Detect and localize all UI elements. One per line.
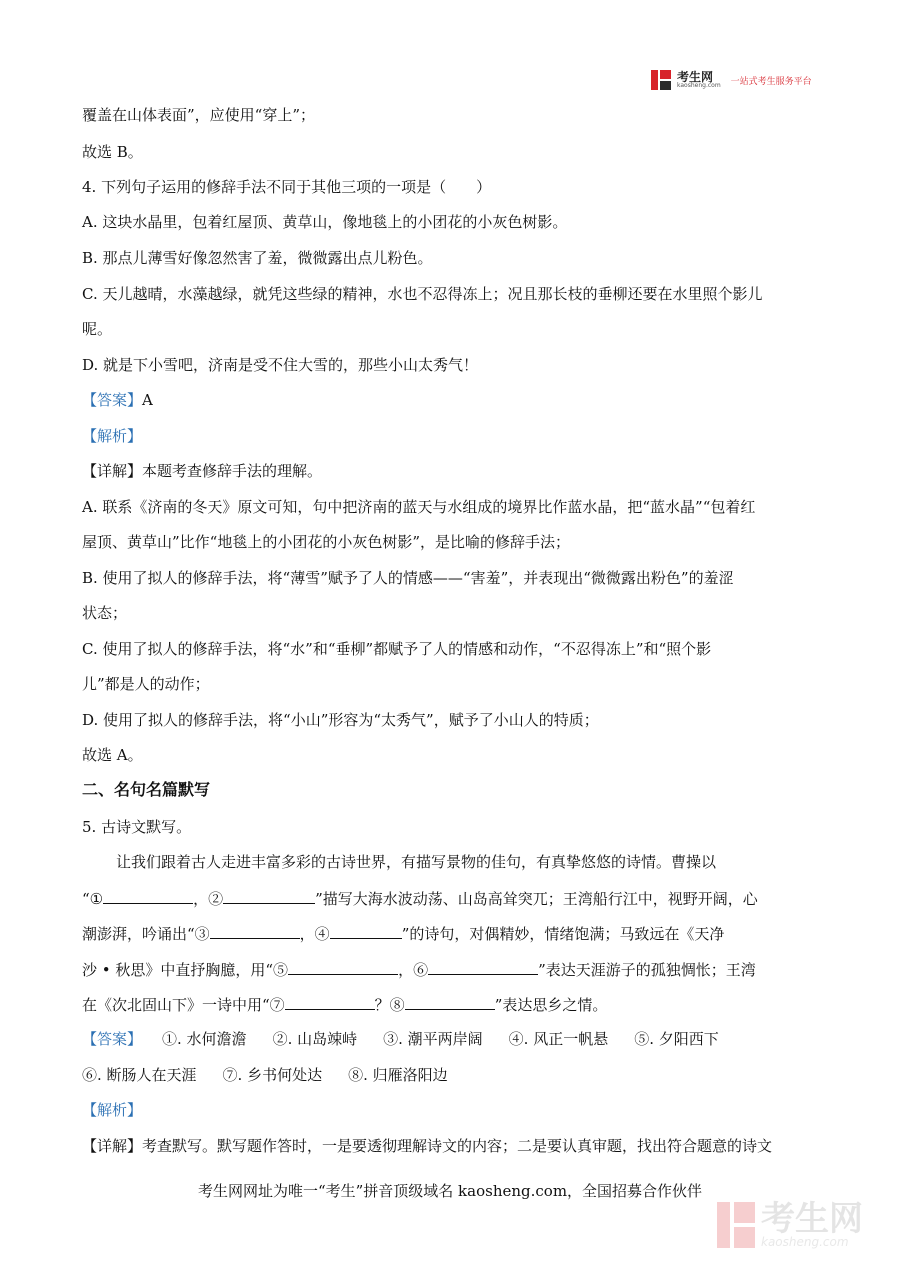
answer-7: ⑦. 乡书何处达 (222, 1066, 323, 1084)
blank-3[interactable] (210, 924, 300, 939)
text-line: 故选 B。 (82, 143, 143, 161)
answer-line (82, 391, 153, 409)
answer-3: ③. 潮平两岸阔 (383, 1030, 483, 1048)
watermark-logo (717, 1199, 863, 1249)
analysis-tag-2: 【解析】 (82, 1101, 143, 1119)
watermark-name: 考生网 (761, 1199, 863, 1239)
option-a: A. 这块水晶里，包着红屋顶、黄草山，像地毯上的小团花的小灰色树影。 (82, 213, 568, 231)
section-heading: 二、名句名篇默写 (82, 780, 211, 799)
answer-line-5-cont (82, 1066, 448, 1084)
explain-b: B. 使用了拟人的修辞手法，将“薄雪”赋予了人的情感——“害羞”，并表现出“微微露出粉色”的羞涩 (82, 569, 734, 587)
passage-line: “① ，② ”描写大海水波动荡、山岛高耸突兀；王湾船行江中，视野开阔，心 (82, 890, 758, 908)
answer-2: ②. 山岛竦峙 (272, 1030, 358, 1048)
blank-8[interactable] (405, 995, 495, 1010)
blank-5[interactable] (288, 960, 398, 975)
option-c-cont: 呢。 (82, 320, 113, 338)
detail-text-2: 考查默写。默写题作答时，一是要透彻理解诗文的内容；二是要认真审题，找出符合题意的诗文 (142, 1137, 773, 1155)
answer-1: ①. 水何澹澹 (162, 1030, 247, 1048)
blank-4[interactable] (330, 924, 402, 939)
detail-line (82, 462, 322, 480)
option-d: D. 就是下小雪吧，济南是受不住大雪的，那些小山太秀气！ (82, 356, 479, 374)
logo-slogan: 一站式考生服务平台 (730, 76, 812, 87)
answer-value: A (142, 391, 153, 409)
blank-6[interactable] (428, 960, 538, 975)
logo-name: 考生网 (677, 70, 714, 84)
explain-c: C. 使用了拟人的修辞手法，将“水”和“垂柳”都赋予了人的情感和动作，“不忍得冻上”和“照个影 (82, 640, 712, 658)
detail-tag: 【详解】 (82, 462, 143, 480)
watermark-domain: kaosheng.com (761, 1235, 849, 1249)
explain-d: D. 使用了拟人的修辞手法，将“小山”形容为“太秀气”，赋予了小山人的特质； (82, 711, 599, 729)
logo-icon (651, 70, 671, 90)
explain-b-cont: 状态； (82, 604, 128, 622)
answer-tag: 【答案】 (82, 1030, 143, 1048)
detail-text: 本题考查修辞手法的理解。 (142, 462, 323, 480)
text-line: 覆盖在山体表面”，应使用“穿上”； (82, 106, 316, 124)
question-4: 4. 下列句子运用的修辞手法不同于其他三项的一项是（ ） (82, 178, 492, 196)
answer-tag: 【答案】 (82, 391, 143, 409)
answer-5: ⑤. 夕阳西下 (634, 1030, 719, 1048)
analysis-tag: 【解析】 (82, 427, 143, 445)
explain-c-cont: 儿”都是人的动作； (82, 675, 210, 693)
logo-domain: kaosheng.com (677, 82, 721, 89)
passage-line: 在《次北固山下》一诗中用“⑦ ？⑧ ”表达思乡之情。 (82, 996, 608, 1014)
blank-1[interactable] (103, 889, 193, 904)
header-logo (651, 70, 812, 90)
answer-8: ⑧. 归雁洛阳边 (348, 1066, 448, 1084)
watermark-icon (717, 1202, 755, 1248)
explain-a-cont: 屋顶、黄草山”比作“地毯上的小团花的小灰色树影”，是比喻的修辞手法； (82, 533, 571, 551)
answer-4: ④. 风正一帆悬 (508, 1030, 609, 1048)
explain-a: A. 联系《济南的冬天》原文可知，句中把济南的蓝天与水组成的境界比作蓝水晶，把“蓝水晶”“包着红 (82, 498, 756, 516)
detail-line-2 (82, 1137, 772, 1155)
question-5: 5. 古诗文默写。 (82, 818, 192, 836)
option-c: C. 天儿越晴，水藻越绿，就凭这些绿的精神，水也不忍得冻上；况且那长枝的垂柳还要在水里照个影儿 (82, 285, 763, 303)
choose-line: 故选 A。 (82, 746, 143, 764)
footer-text: 考生网网址为唯一“考生”拼音顶级域名 kaosheng.com，全国招募合作伙伴 (197, 1182, 703, 1200)
option-b: B. 那点儿薄雪好像忽然害了羞，微微露出点儿粉色。 (82, 249, 433, 267)
answer-line-5 (82, 1030, 719, 1048)
blank-7[interactable] (285, 995, 375, 1010)
detail-tag-2: 【详解】 (82, 1137, 143, 1155)
answer-6: ⑥. 断肠人在天涯 (82, 1066, 197, 1084)
blank-2[interactable] (223, 889, 315, 904)
passage-line: 沙 • 秋思》中直抒胸臆，用“⑤ ，⑥ ”表达天涯游子的孤独惆怅；王湾 (82, 961, 756, 979)
passage-line: 让我们跟着古人走进丰富多彩的古诗世界，有描写景物的佳句，有真挚悠悠的诗情。曹操以 (116, 853, 717, 871)
passage-line: 潮澎湃，吟诵出“③ ，④ ”的诗句，对偶精妙，情绪饱满；马致远在《天净 (82, 925, 725, 943)
